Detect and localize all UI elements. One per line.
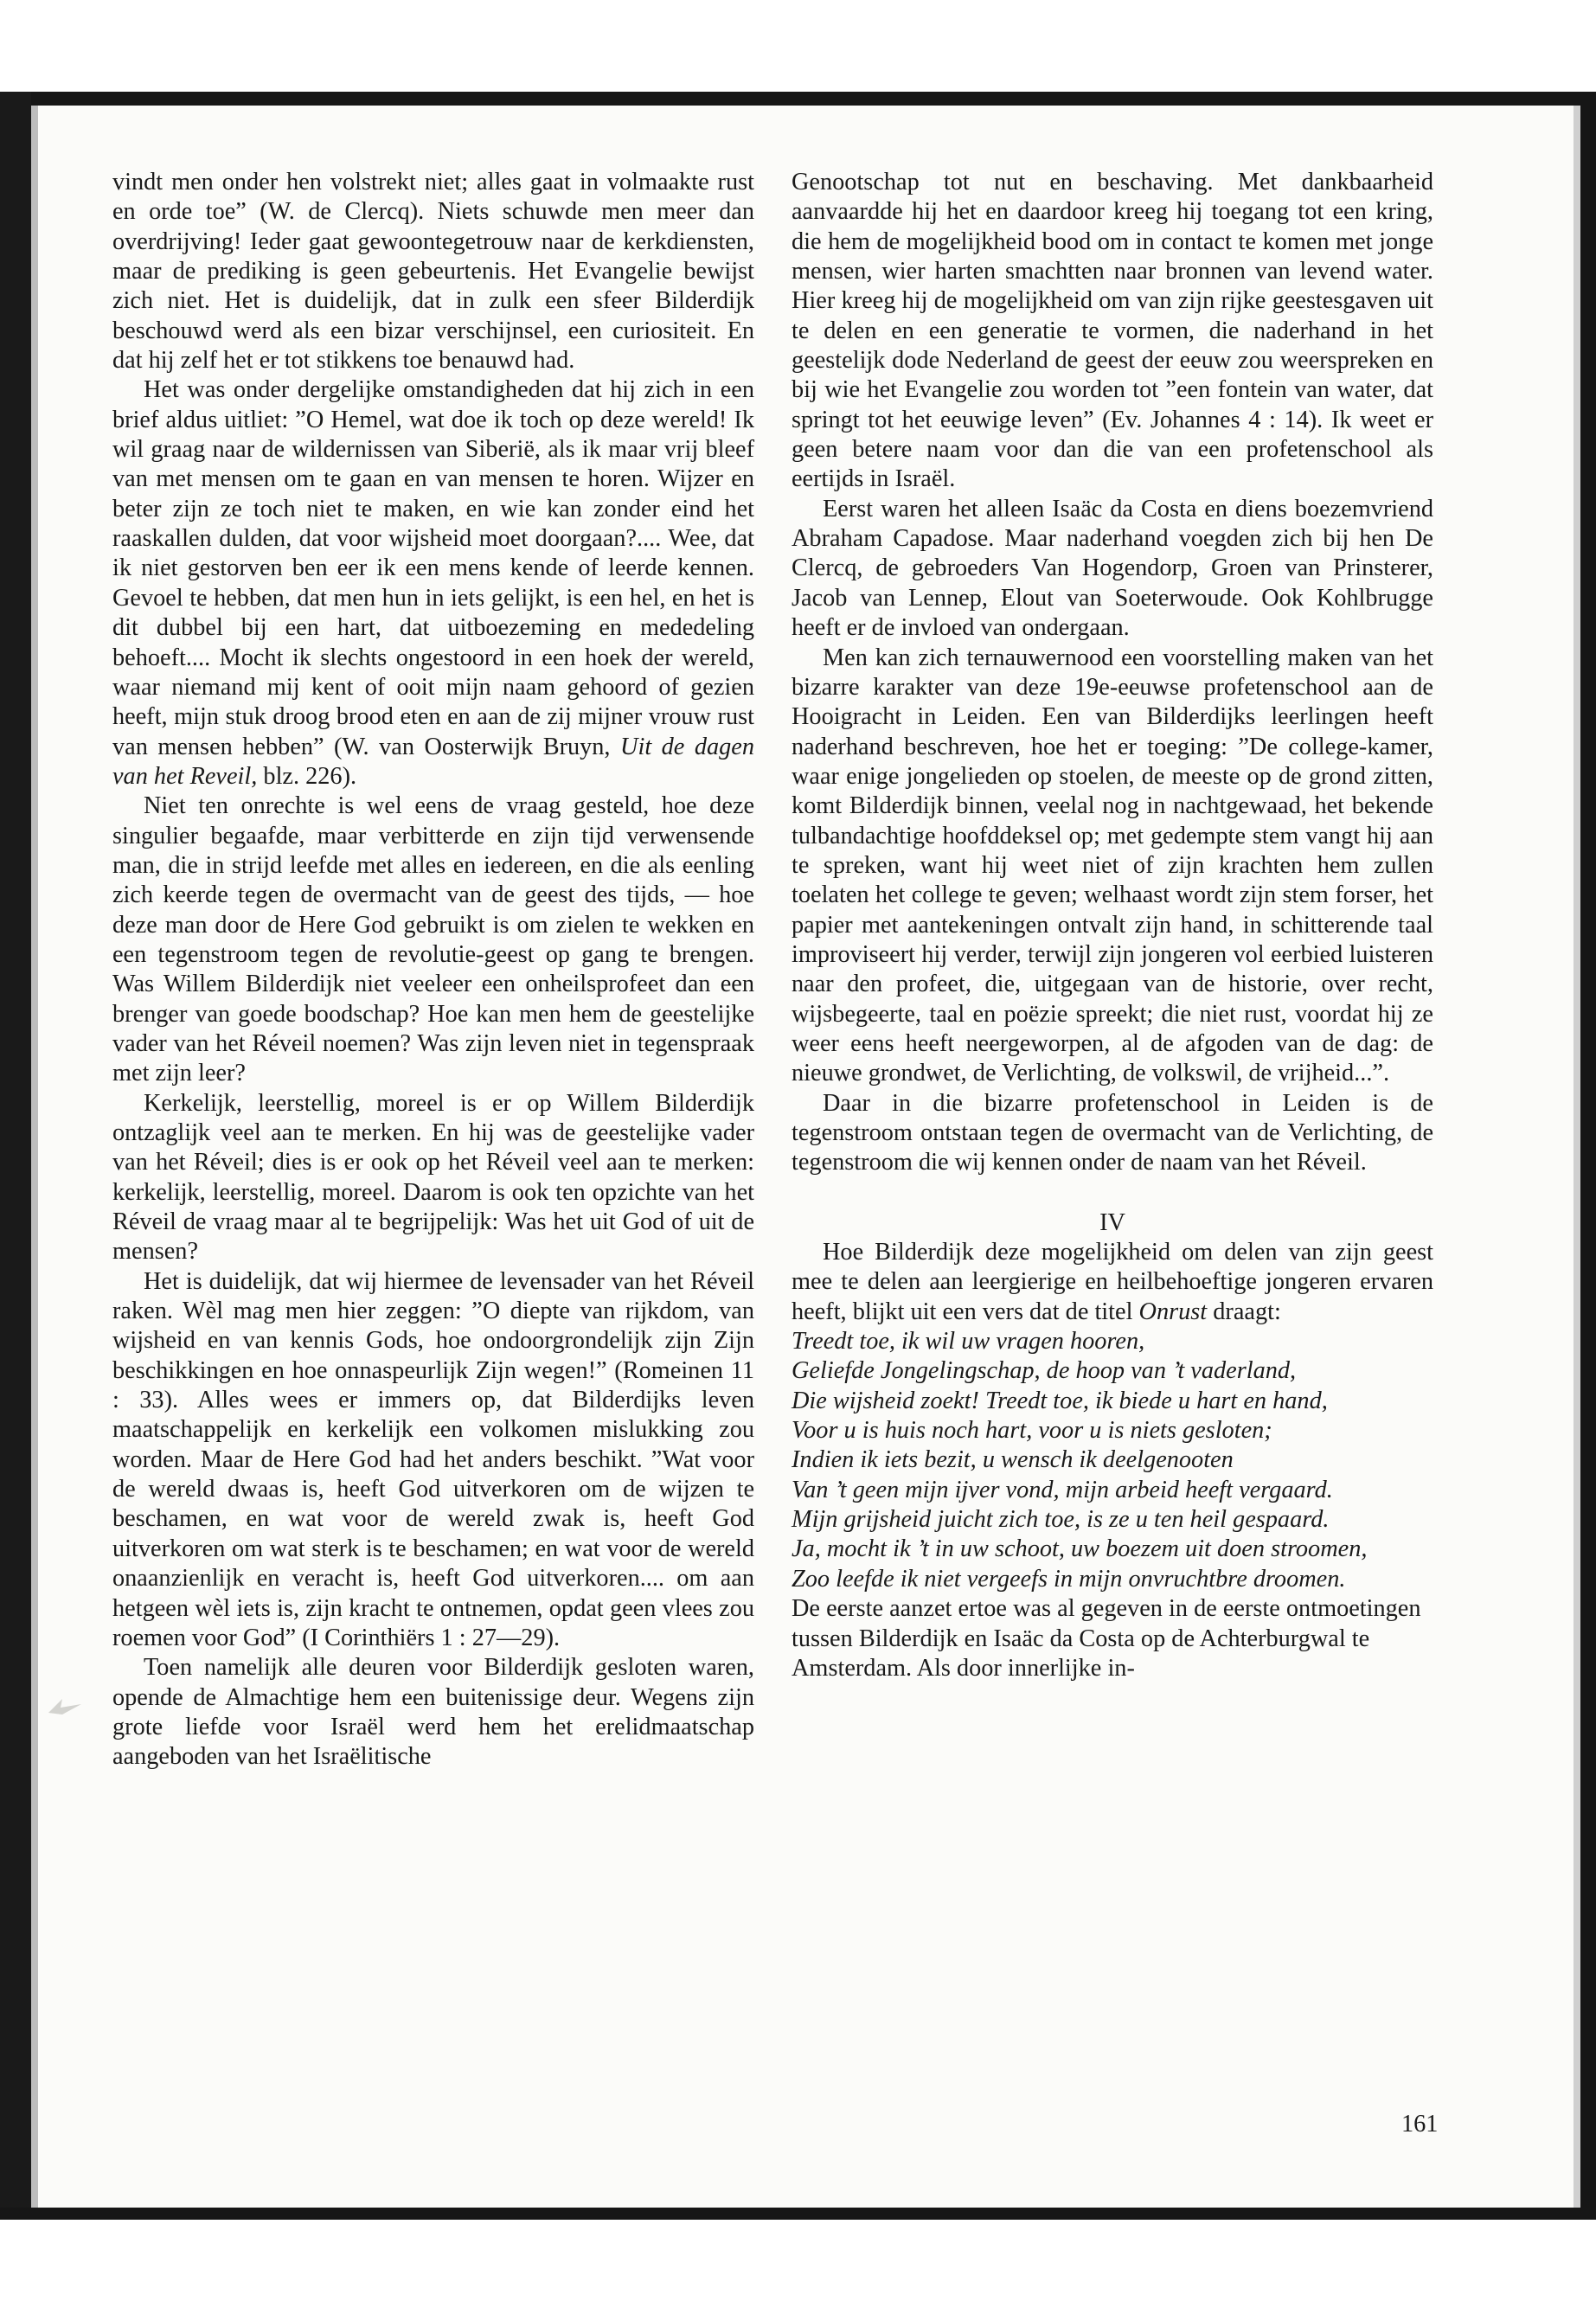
poem-title: Onrust (1138, 1298, 1208, 1325)
right-column (792, 168, 1433, 1683)
paragraph: Kerkelijk, leerstellig, moreel is er op Willem Bilderdijk ontzaglijk veel aan te merken. En hij was de geestelijke vader van het Réveil; dies is er ook op het Réveil veel aan te merken: kerkelijk, leerstellig, moreel. Daarom is ook ten opzichte van het Réveil de vraag maar al te begrijpelijk: Was het uit God of uit de mensen? (112, 1089, 754, 1266)
pencil-margin-mark (45, 1695, 85, 1718)
left-column (112, 168, 754, 1772)
paragraph: vindt men onder hen volstrekt niet; alles gaat in volmaakte rust en orde toe” (W. de Clercq). Niets schuwde men meer dan overdrijving! Ieder gaat gewoontegetrouw naar de kerkdiensten, maar de prediking is geen gebeurtenis. Het Evangelie bewijst zich niet. Het is duidelijk, dat in zulk een sfeer Bilderdijk beschouwd werd als een bizar verschijnsel, een curiositeit. En dat hij zelf het er tot stikkens toe benauwd had. (112, 169, 754, 375)
scan-left-edge (0, 92, 31, 2220)
paragraph-text: Hoe Bilderdijk deze mogelijkheid om delen van zijn geest mee te delen aan leergierige en heilbehoeftige jongeren ervaren heeft, blijkt uit een vers dat de titel (792, 1239, 1433, 1325)
paragraph: Toen namelijk alle deuren voor Bilderdijk gesloten waren, opende de Almachtige hem een buitenissige deur. Wegens zijn grote liefde voor Israël werd hem het erelidmaatschap aangeboden van het Israëlitische (112, 1654, 754, 1771)
paragraph-text: draagt: (1213, 1298, 1281, 1325)
paragraph: Het is duidelijk, dat wij hiermee de levensader van het Réveil raken. Wèl mag men hier zeggen: ”O diepte van rijkdom, van wijsheid en van kennis Gods, hoe ondoorgrondelijk zijn Zijn beschikkingen en hoe onnaspeurlijk Zijn wegen!” (Romeinen 11 : 33). Alles wees er immers op, dat Bilderdijks leven maatschappelijk en kerkelijk een volkomen mislukking zou worden. Maar de Here God had het anders beschikt. ”Wat voor de wereld dwaas is, heeft God uitverkoren om de wijzen te beschamen, en wat voor de wereld zwak is, heeft God uitverkoren om wat sterk is te beschamen; en wat voor de wereld onaanzienlijk en veracht is, heeft God uitverkoren.... om aan hetgeen wèl iets is, zijn kracht te ontnemen, opdat geen vlees zou roemen voor God” (I Corinthiërs 1 : 27—29). (112, 1267, 754, 1651)
paragraph: Men kan zich ternauwernood een voorstelling maken van het bizarre karakter van deze 19e-eeuwse profetenschool aan de Hooigracht in Leiden. Een van Bilderdijks leerlingen heeft naderhand beschreven, hoe het er toeging: ”De college-kamer, waar enige jongelieden op stoelen, de meeste op de grond zitten, komt Bilderdijk binnen, veelal nog in nachtgewaad, het bekende tulbandachtige hoofddeksel op; met gedempte stem vangt hij aan te spreken, want hij weet niet of zijn krachten hem zullen toelaten het college te geven; welhaast wordt zijn stem forser, het papier met aantekeningen ontvalt zijn hand, in schitterende taal improviseert hij verder, terwijl zijn jongeren vol eerbied luisteren naar den profeet, die, uitgegaan van de historie, over recht, wijsbegeerte, taal en poëzie spreekt; die niet rust, voordat hij ze weer eens heeft neergeworpen, al de afgoden van de dag: de nieuwe grondwet, de Verlichting, de volkswil, de vrijheid...”. (792, 644, 1433, 1087)
poem-line: Ja, mocht ik ’t in uw schoot, uw boezem uit doen stroomen, (792, 1535, 1368, 1563)
book-title: Uit de dagen van het Reveil, (112, 733, 755, 790)
scan-bottom-edge (0, 2208, 1596, 2220)
paragraph: Niet ten onrechte is wel eens de vraag gesteld, hoe deze singulier begaafde, maar verbitterde en zijn tijd verwensende man, die in strijd leefde met alles en iedereen, en die als eenling zich keerde tegen de overmacht van de geest des tijds, — hoe deze man door de Here God gebruikt is om zielen te wekken en een tegenstroom tegen de revolutie-geest op gang te brengen. Was Willem Bilderdijk niet veeleer een onheilsprofeet dan een brenger van goede boodschap? Hoe kan men hem de geestelijke vader van het Réveil noemen? Was zijn leven niet in tegenspraak met zijn leer? (112, 792, 754, 1087)
scan-right-edge (1580, 92, 1596, 2220)
poem-line: Voor u is huis noch hart, voor u is niets gesloten; (792, 1417, 1272, 1445)
poem-line: Van ’t geen mijn ijver vond, mijn arbeid heeft vergaard. (792, 1476, 1333, 1503)
paragraph (112, 375, 754, 792)
scan-top-edge (0, 92, 1596, 106)
poem-line: Treedt toe, ik wil uw vragen hooren, (792, 1328, 1145, 1356)
paragraph: De eerste aanzet ertoe was al gegeven in de eerste ontmoetingen tussen Bilderdijk en Isaäc da Costa op de Achterburgwal te Amsterdam. Als door innerlijke in- (792, 1595, 1421, 1682)
paragraph: Eerst waren het alleen Isaäc da Costa en diens boezemvriend Abraham Capadose. Maar naderhand voegden zich bij hen De Clercq, de gebroeders Van Hogendorp, Groen van Prinsterer, Jacob van Lennep, Elout van Soeterwoude. Ook Kohlbrugge heeft er de invloed van ondergaan. (792, 495, 1433, 642)
poem-line: Zoo leefde ik niet vergeefs in mijn onvruchtbre droomen. (792, 1565, 1346, 1593)
page-number: 161 (1401, 2111, 1439, 2138)
paragraph (792, 1238, 1433, 1327)
paragraph: Daar in die bizarre profetenschool in Leiden is de tegenstroom ontstaan tegen de overmacht van de Verlichting, de tegenstroom die wij kennen onder de naam van het Réveil. (792, 1089, 1433, 1176)
poem-line: Die wijsheid zoekt! Treedt toe, ik biede u hart en hand, (792, 1387, 1328, 1414)
page-reference: blz. 226). (263, 762, 357, 790)
paragraph-text: Het was onder dergelijke omstandigheden dat hij zich in een brief aldus uitliet: ”O Hemel, wat doe ik toch op deze wereld! Ik wil graag naar de wildernissen van Siberië, als ik maar vrij bleef van met mensen om te gaan en van mensen te horen. Wijzer en beter zijn ze toch niet te maken, en wie kan zonder eind het raaskallen dulden, dat voor wijsheid moet doorgaan?.... Wee, dat ik niet gestorven ben eer ik een mens kende of leerde kennen. Gevoel te hebben, dat men hun in iets gelijkt, is een hel, en het is dit dubbel bij een hart, dat uitboezeming en mededeling behoeft.... Mocht ik slechts ongestoord in een hoek der wereld, waar niemand mij kent of ooit mijn naam gehoord of gezien heeft, mijn stuk droog brood eten en aan de zij mijner vrouw rust van mensen hebben” (W. van Oosterwijk Bruyn, (112, 376, 754, 760)
poem-line: Geliefde Jongelingschap, de hoop van ’t vaderland, (792, 1357, 1297, 1385)
book-spine-shadow (31, 106, 38, 2220)
scan-background (0, 0, 1596, 95)
page-edge-shadow (1574, 106, 1580, 2220)
paragraph: Genootschap tot nut en beschaving. Met dankbaarheid aanvaardde hij het en daardoor kreeg hij toegang tot een kring, die hem de mogelijkheid bood om in contact te komen met jonge mensen, wier harten smachtten naar bronnen van levend water. Hier kreeg hij de mogelijkheid om van zijn rijke geestesgaven uit te delen en een generatie te vormen, die naderhand in het geestelijk dode Nederland de geest der eeuw zou weerspreken en bij wie het Evangelie zou worden tot ”een fontein van water, dat springt tot het eeuwige leven” (Ev. Johannes 4 : 14). Ik weet er geen betere naam voor dan die van een profetenschool als eertijds in Israël. (792, 169, 1433, 493)
poem-line: Indien ik iets bezit, u wensch ik deelgenooten (792, 1446, 1234, 1474)
poem-line: Mijn grijsheid juicht zich toe, is ze u ten heil gespaard. (792, 1506, 1330, 1534)
section-heading: IV (1099, 1208, 1125, 1236)
